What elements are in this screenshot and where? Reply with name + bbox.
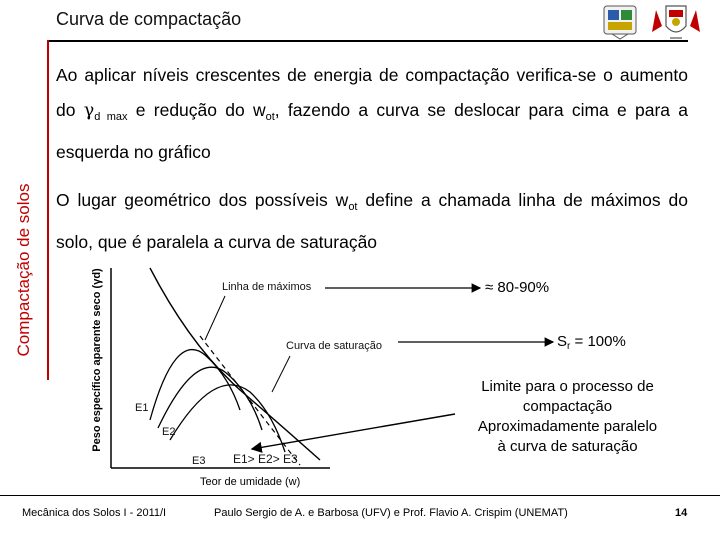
linha-maximos-label: Linha de máximos (222, 281, 312, 293)
annotation-80-90: ≈ 80-90% (485, 279, 550, 296)
paragraph-text: , fazendo a curva se deslocar para cima e para a esquerda no gráfico (56, 100, 688, 162)
e2-label: E2 (162, 426, 176, 438)
gamma-subscript: d max (94, 111, 128, 123)
annotation-limite (455, 377, 680, 457)
sr-main: S (557, 333, 568, 350)
line-of-maximums (200, 336, 300, 465)
annotation-limite-line: à curva de saturação (497, 438, 638, 455)
sidebar-section-title: Compactação de solos (14, 183, 33, 357)
paragraph-text: Ao aplicar níveis crescentes de energia de compactação verifica-se o aumento do (56, 65, 688, 120)
leader-linha-maximos (205, 296, 225, 340)
leader-curva-saturacao (272, 356, 290, 392)
annotation-limite-line: Limite para o processo de (481, 378, 654, 395)
page-number: 14 (675, 507, 688, 519)
curva-saturacao-label: Curva de saturação (286, 340, 382, 352)
footer-authors: Paulo Sergio de A. e Barbosa (UFV) e Prof. Flavio A. Crispim (UNEMAT) (214, 507, 568, 519)
y-axis-label: Peso específico aparente seco (γd) (91, 268, 103, 452)
page-title: Curva de compactação (56, 9, 242, 29)
footer-divider (0, 495, 720, 496)
curve-e2 (158, 367, 262, 430)
paragraph-text: O lugar geométrico dos possíveis w (56, 190, 349, 210)
sr-rest: = 100% (570, 333, 626, 350)
w-subscript: ot (265, 111, 275, 123)
gamma-symbol: γ (83, 101, 95, 121)
paragraph-text: define a chamada linha de máximos do solo, que é paralela a curva de saturação (56, 190, 688, 252)
e3-label: E3 (192, 455, 206, 467)
e1-label: E1 (135, 402, 149, 414)
annotation-saturation (557, 333, 626, 352)
footer-course: Mecânica dos Solos I - 2011/I (22, 507, 167, 519)
paragraph-text: e redução do w (127, 100, 266, 120)
annotation-limite-line: compactação (522, 398, 613, 415)
sr-subscript: r (567, 341, 571, 352)
energy-order-label: E1> E2> E3 (233, 452, 298, 466)
arrow-limite (252, 414, 455, 449)
w-subscript: ot (348, 201, 358, 213)
x-axis-label: Teor de umidade (w) (200, 476, 301, 488)
curve-e3 (170, 385, 285, 452)
annotation-limite-line: Aproximadamente paralelo (477, 418, 658, 435)
